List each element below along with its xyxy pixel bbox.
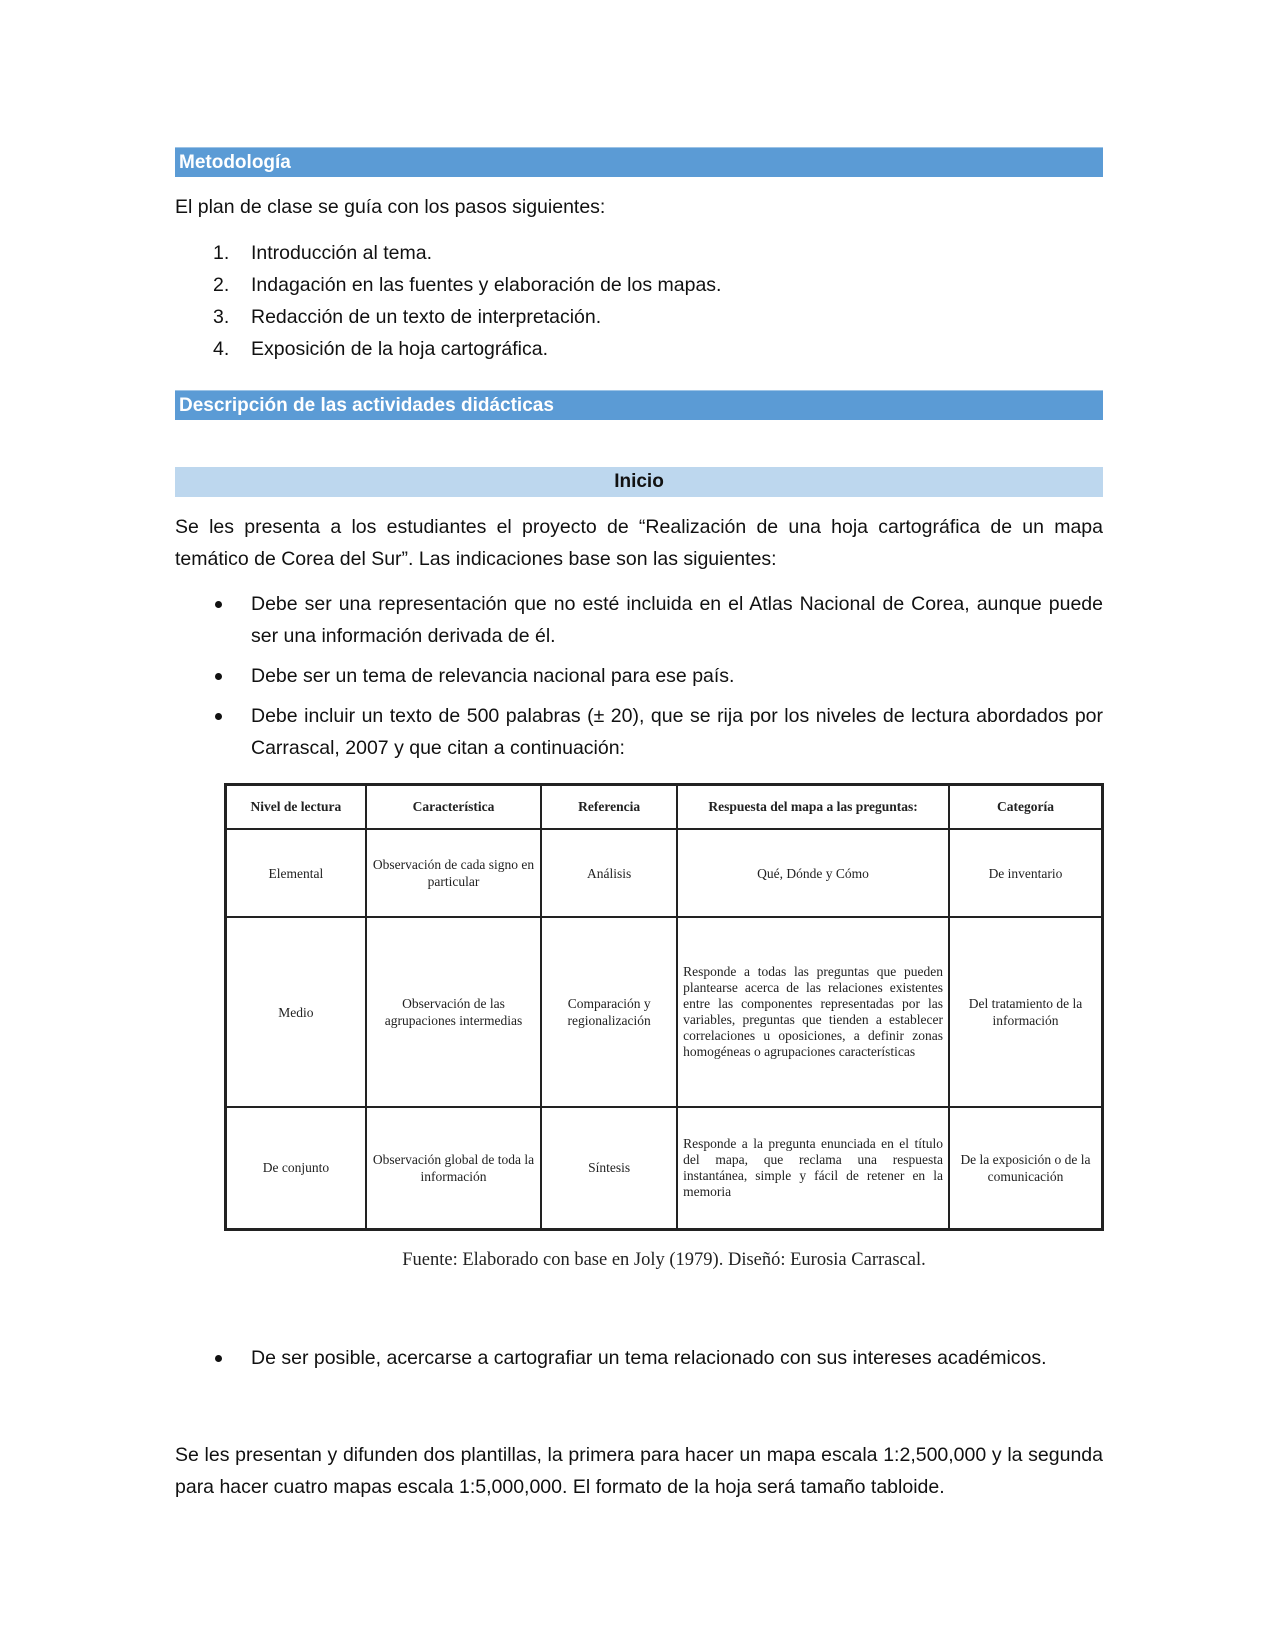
extra-requirement-list bbox=[175, 1342, 1103, 1374]
header-caracteristica: Característica bbox=[366, 785, 541, 830]
requirement-text: De ser posible, acercarse a cartografiar un tema relacionado con sus intereses académicos. bbox=[251, 1347, 1047, 1369]
step-text: Exposición de la hoja cartográfica. bbox=[251, 338, 549, 360]
header-categoria: Categoría bbox=[949, 785, 1103, 830]
bullet-icon bbox=[215, 601, 222, 608]
requirement-item bbox=[175, 588, 1103, 652]
table-row bbox=[226, 829, 1103, 917]
cell: Comparación y regionalización bbox=[541, 917, 677, 1107]
step-number: 2. bbox=[213, 274, 230, 296]
metodologia-intro: El plan de clase se guía con los pasos siguientes: bbox=[175, 196, 606, 218]
table-header-row bbox=[226, 785, 1103, 830]
step-item bbox=[175, 333, 1103, 365]
section-heading-metodologia: Metodología bbox=[175, 147, 1103, 177]
step-number: 1. bbox=[213, 242, 230, 264]
requirement-text: Debe ser una representación que no esté incluida en el Atlas Nacional de Corea, aunque puede ser una información derivada de él. bbox=[251, 593, 1103, 647]
bullet-icon bbox=[215, 713, 222, 720]
cell: Observación global de toda la información bbox=[366, 1107, 541, 1229]
step-text: Redacción de un texto de interpretación. bbox=[251, 306, 602, 328]
requirement-item bbox=[175, 700, 1103, 764]
cell: Responde a la pregunta enunciada en el título del mapa, que reclama una respuesta instantánea, simple y fácil de retener en la memoria bbox=[677, 1107, 949, 1229]
requirement-item bbox=[175, 660, 1103, 692]
requirements-list bbox=[175, 588, 1103, 764]
cell: Observación de cada signo en particular bbox=[366, 829, 541, 917]
section-heading-descripcion: Descripción de las actividades didácticas bbox=[175, 390, 1103, 420]
cell: Análisis bbox=[541, 829, 677, 917]
inicio-paragraph: Se les presenta a los estudiantes el proyecto de “Realización de una hoja cartográfica de un mapa temático de Corea del Sur”. Las indicaciones base son las siguientes: bbox=[175, 516, 1103, 570]
step-item bbox=[175, 269, 1103, 301]
table-row bbox=[226, 917, 1103, 1107]
cell: De la exposición o de la comunicación bbox=[949, 1107, 1103, 1229]
steps-list bbox=[175, 237, 1103, 365]
bullet-icon bbox=[215, 1355, 222, 1362]
step-item bbox=[175, 301, 1103, 333]
step-number: 3. bbox=[213, 306, 230, 328]
bullet-icon bbox=[215, 673, 222, 680]
cell: Del tratamiento de la información bbox=[949, 917, 1103, 1107]
cell: Responde a todas las preguntas que pueden plantearse acerca de las relaciones existentes entre las componentes representadas por las variables, preguntas que tienden a establecer correlaciones u oposiciones, a definir zonas homogéneas o agrupaciones características bbox=[677, 917, 949, 1107]
requirement-text: Debe ser un tema de relevancia nacional para ese país. bbox=[251, 665, 735, 687]
header-nivel: Nivel de lectura bbox=[226, 785, 366, 830]
closing-paragraph: Se les presentan y difunden dos plantillas, la primera para hacer un mapa escala 1:2,500,000 y la segunda para hacer cuatro mapas escala 1:5,000,000. El formato de la hoja será tamaño tabloide. bbox=[175, 1444, 1103, 1498]
table-caption: Fuente: Elaborado con base en Joly (1979). Diseñó: Eurosia Carrascal. bbox=[402, 1250, 926, 1270]
cell: De conjunto bbox=[226, 1107, 366, 1229]
reading-levels-table bbox=[224, 783, 1104, 1231]
cell: De inventario bbox=[949, 829, 1103, 917]
cell: Medio bbox=[226, 917, 366, 1107]
cell: Qué, Dónde y Cómo bbox=[677, 829, 949, 917]
header-respuesta: Respuesta del mapa a las preguntas: bbox=[677, 785, 949, 830]
requirement-item bbox=[175, 1342, 1103, 1374]
table-row bbox=[226, 1107, 1103, 1229]
step-text: Introducción al tema. bbox=[251, 242, 433, 264]
step-number: 4. bbox=[213, 338, 230, 360]
step-item bbox=[175, 237, 1103, 269]
subsection-heading-inicio: Inicio bbox=[175, 467, 1103, 497]
cell: Síntesis bbox=[541, 1107, 677, 1229]
cell: Elemental bbox=[226, 829, 366, 917]
cell: Observación de las agrupaciones intermedias bbox=[366, 917, 541, 1107]
header-referencia: Referencia bbox=[541, 785, 677, 830]
requirement-text: Debe incluir un texto de 500 palabras (± 20), que se rija por los niveles de lectura abordados por Carrascal, 2007 y que citan a continuación: bbox=[251, 705, 1103, 759]
step-text: Indagación en las fuentes y elaboración de los mapas. bbox=[251, 274, 722, 296]
